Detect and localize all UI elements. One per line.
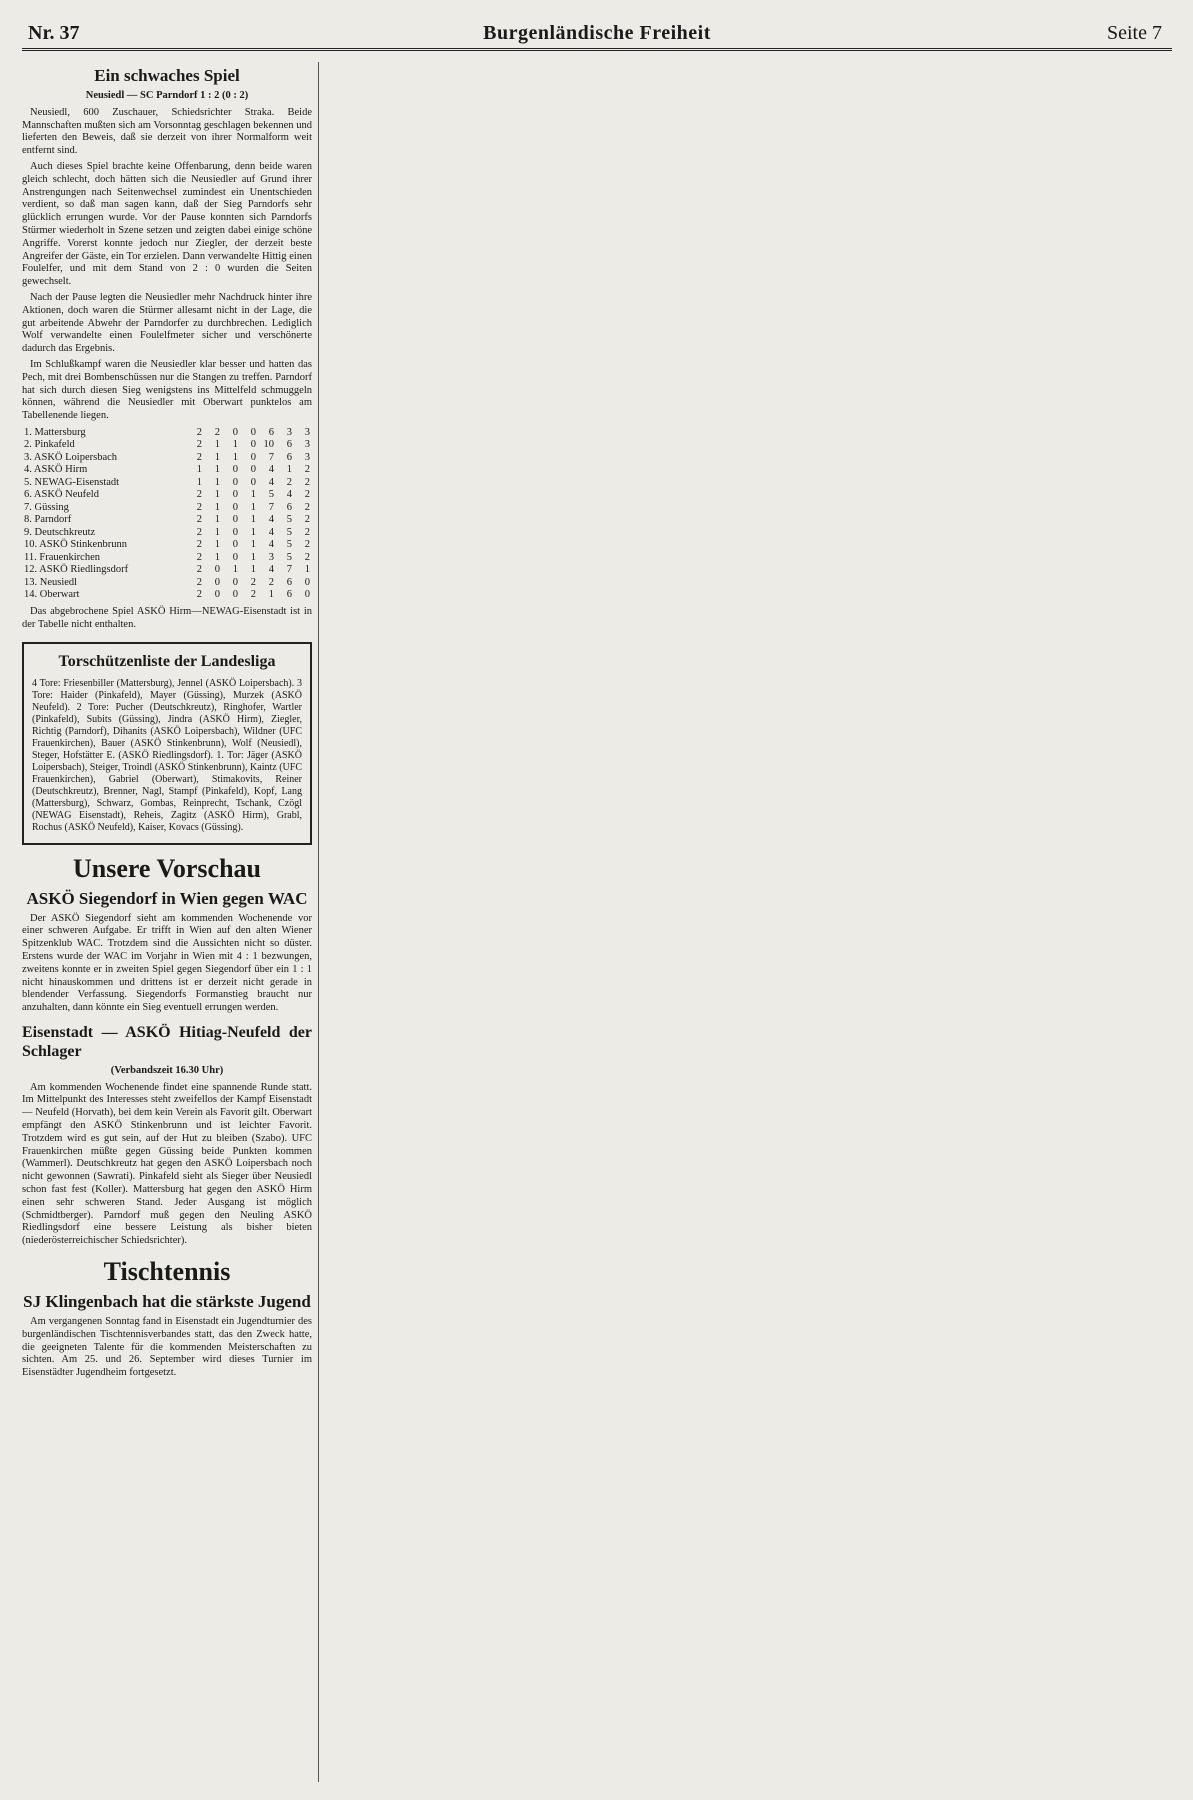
- table-number-cell: 2: [250, 589, 256, 601]
- tischtennis-text: Am vergangenen Sonntag fand in Eisenstadt ein Jugendturnier des burgenländischen Tischtennisverbandes statt, das den Zweck hatte, die geeigneten Talente für die kommenden Meisterschaften zu sichten. Am 25. und 26. September wird dieses Turnier im Eisenstädter Jugendheim fortgesetzt.: [22, 1316, 312, 1379]
- table-number-cell: 1: [250, 551, 256, 563]
- table-number-cell: 2: [304, 476, 310, 488]
- hittig-text: Am kommenden Wochenende findet eine spannende Runde statt. Im Mittelpunkt des Interesses steht zweifellos der Kampf Eisenstadt — Neufeld (Horvath), bei dem kein Verein als Favorit gilt. Oberwart empfängt den ASKÖ Stinkenbrunn und ist leichter Favorit. Trotzdem wird es gut sein, auf der Hut zu bleiben (Szabo). UFC Frauenkirchen müßte gegen Güssing beide Punkten kommen (Wammerl). Deutschkreutz hat gegen den ASKÖ Loipersbach noch nicht gewonnen (Sawrati). Pinkafeld sieht als Sieger über Neusiedl schon fast fest (Koller). Mattersburg hat gegen den ASKÖ Hirm einen sehr schweren Stand. Jeder Ausgang ist möglich (Schmidtberger). Parndorf muß gegen den Neuling ASKÖ Riedlingsdorf eine bessere Leistung als bisher bieten (niederösterreichischer Schiedsrichter).: [22, 1081, 312, 1247]
- table-number-cell: 0: [232, 426, 238, 438]
- table-number-cell: 1: [286, 464, 292, 476]
- table-number-cell: 1: [250, 489, 256, 501]
- table-team-cell: 3. ASKÖ Loipersbach: [24, 451, 118, 463]
- table-number-cell: 1: [304, 564, 310, 576]
- table-number-cell: 4: [268, 539, 274, 551]
- table-number-cell: 4: [268, 526, 274, 538]
- hittig-time: (Verbandszeit 16.30 Uhr): [110, 1064, 224, 1076]
- table-number-cell: 1: [214, 551, 220, 563]
- table-number-cell: 1: [196, 464, 202, 476]
- table-row: [22, 564, 312, 577]
- table-row: [22, 514, 312, 527]
- league-table: [22, 427, 312, 602]
- table-number-cell: 0: [250, 476, 256, 488]
- table-number-cell: 1: [214, 514, 220, 526]
- scorers-title: Torschützenliste der Landesliga: [58, 652, 276, 670]
- table-number-cell: 2: [196, 451, 202, 463]
- table-number-cell: 0: [232, 539, 238, 551]
- table-number-cell: 2: [304, 514, 310, 526]
- table-number-cell: 0: [250, 426, 256, 438]
- table-number-cell: 7: [286, 564, 292, 576]
- table-team-cell: 1. Mattersburg: [24, 426, 86, 438]
- table-row: [22, 577, 312, 590]
- article-paragraph: Nach der Pause legten die Neusiedler mehr Nachdruck hinter ihre Aktionen, doch waren die Stürmer allesamt nicht in der Lage, die gut arbeitende Abwehr der Parndorfer zu durchbrechen. Lediglich Wolf verwandelte einen Foulelfmeter sicher und verschönerte dadurch das Ergebnis.: [22, 291, 312, 355]
- table-number-cell: 2: [196, 439, 202, 451]
- table-number-cell: 6: [286, 439, 292, 451]
- table-number-cell: 1: [250, 564, 256, 576]
- table-row: [22, 452, 312, 465]
- table-number-cell: 0: [232, 501, 238, 513]
- article-paragraph: Auch dieses Spiel brachte keine Offenbarung, denn beide waren gleich schlecht, doch hätten sich die Neusiedler auf Grund ihrer Anstrengungen nach Seitenwechsel zumindest ein Unentschieden verdient, so daß man sagen kann, daß der Sieg Parndorfs sehr glücklich errungen wurde. Vor der Pause konnten sich Parndorfs Stürmer wiederholt in Szene setzen und zeigten dabei einige schöne Angriffe. Vorerst konnte jedoch nur Ziegler, der derzeit beste Angreifer der Gäste, ein Tor erzielen. Dann verwandelte Hittig einen Foulelfer, und mit dem Stand von 2 : 0 wurden die Seiten gewechselt.: [22, 160, 312, 288]
- article-paragraph: Neusiedl, 600 Zuschauer, Schiedsrichter Straka. Beide Mannschaften mußten sich am Vorsonntag geschlagen bekennen und lieferten den Beweis, daß sie derzeit von ihrer Normalform weit entfernt sind.: [22, 106, 312, 157]
- table-number-cell: 3: [304, 426, 310, 438]
- page-label: Seite 7: [1107, 22, 1162, 44]
- table-number-cell: 0: [250, 464, 256, 476]
- table-number-cell: 1: [250, 514, 256, 526]
- table-team-cell: 4. ASKÖ Hirm: [24, 464, 88, 476]
- table-number-cell: 2: [304, 489, 310, 501]
- table-number-cell: 5: [286, 551, 292, 563]
- table-number-cell: 0: [232, 589, 238, 601]
- article-subheading: Neusiedl — SC Parndorf 1 : 2 (0 : 2): [85, 90, 249, 101]
- table-number-cell: 0: [250, 439, 256, 451]
- table-number-cell: 5: [286, 526, 292, 538]
- table-number-cell: 6: [286, 589, 292, 601]
- table-number-cell: 3: [304, 451, 310, 463]
- table-number-cell: 0: [232, 514, 238, 526]
- table-team-cell: 13. Neusiedl: [24, 576, 78, 588]
- table-row: [22, 439, 312, 452]
- table-number-cell: 1: [232, 564, 238, 576]
- table-number-cell: 2: [250, 576, 256, 588]
- table-number-cell: 0: [232, 489, 238, 501]
- table-team-cell: 5. NEWAG-Eisenstadt: [24, 476, 120, 488]
- table-number-cell: 1: [214, 489, 220, 501]
- table-row: [22, 489, 312, 502]
- article-paragraph: Im Schlußkampf waren die Neusiedler klar besser und hatten das Pech, mit drei Bombenschüssen nur die Stangen zu treffen. Parndorf hat sich durch diesen Sieg wenigstens ins Mittelfeld schmuggeln können, während die Neusiedler mit Oberwart punktelos am Tabellenende liegen.: [22, 358, 312, 422]
- table-number-cell: 0: [232, 526, 238, 538]
- table-number-cell: 5: [286, 514, 292, 526]
- scorers-box: [22, 642, 312, 845]
- table-number-cell: 2: [304, 501, 310, 513]
- table-number-cell: 2: [196, 514, 202, 526]
- table-team-cell: 12. ASKÖ Riedlingsdorf: [24, 564, 129, 576]
- table-number-cell: 1: [214, 476, 220, 488]
- table-number-cell: 7: [268, 451, 274, 463]
- table-team-cell: 8. Parndorf: [24, 514, 72, 526]
- tischtennis-heading: Tischtennis: [103, 1257, 231, 1287]
- table-team-cell: 11. Frauenkirchen: [24, 551, 101, 563]
- vorschau-text: Der ASKÖ Siegendorf sieht am kommenden Wochenende vor einer schweren Aufgabe. Er trifft in Wien auf den alten Wiener Spitzenklub WAC. Trotzdem sind die Aussichten nicht so düster. Erstens wurde der WAC im Vorjahr in Wien mit 4 : 1 bezwungen, zweitens konnte er in zweiten Spiel gegen Siegendorf über ein 1 : 1 nicht hinauskommen und drittens ist er derzeit nicht gerade in blendender Verfassung. Siegendorfs Formanstieg braucht nur anzuhalten, dann könnte ein Sieg eventuell errungen werden.: [22, 912, 312, 1014]
- table-number-cell: 1: [214, 501, 220, 513]
- table-number-cell: 6: [286, 451, 292, 463]
- table-number-cell: 2: [196, 426, 202, 438]
- table-number-cell: 3: [304, 439, 310, 451]
- table-number-cell: 1: [250, 526, 256, 538]
- table-number-cell: 1: [196, 476, 202, 488]
- page-header: [22, 18, 1172, 51]
- table-number-cell: 1: [214, 451, 220, 463]
- table-number-cell: 5: [268, 489, 274, 501]
- table-number-cell: 1: [232, 451, 238, 463]
- table-number-cell: 2: [196, 489, 202, 501]
- vorschau-title: ASKÖ Siegendorf in Wien gegen WAC: [26, 888, 308, 908]
- table-row: [22, 477, 312, 490]
- table-number-cell: 2: [196, 589, 202, 601]
- table-team-cell: 7. Güssing: [24, 501, 69, 513]
- table-number-cell: 6: [286, 501, 292, 513]
- column-divider: [318, 62, 319, 1782]
- table-number-cell: 0: [232, 551, 238, 563]
- table-number-cell: 3: [286, 426, 292, 438]
- table-row: [22, 552, 312, 565]
- table-number-cell: 4: [268, 564, 274, 576]
- table-number-cell: 6: [286, 576, 292, 588]
- table-number-cell: 0: [232, 576, 238, 588]
- table-row: [22, 589, 312, 602]
- table-number-cell: 1: [250, 539, 256, 551]
- table-team-cell: 10. ASKÖ Stinkenbrunn: [24, 539, 127, 551]
- table-row: [22, 502, 312, 515]
- tischtennis-title: SJ Klingenbach hat die stärkste Jugend: [23, 1292, 311, 1312]
- table-number-cell: 2: [196, 501, 202, 513]
- table-number-cell: 4: [268, 514, 274, 526]
- table-team-cell: 9. Deutschkreutz: [24, 526, 96, 538]
- table-number-cell: 0: [232, 464, 238, 476]
- table-number-cell: 1: [214, 439, 220, 451]
- table-row: [22, 527, 312, 540]
- table-number-cell: 7: [268, 501, 274, 513]
- scorers-text: 4 Tore: Friesenbiller (Mattersburg), Jennel (ASKÖ Loipersbach). 3 Tore: Haider (Pinkafeld), Mayer (Güssing), Murzek (ASKÖ Neufeld). 2 Tore: Pucher (Deutschkreutz), Ringhofer, Wartler (Pinkafeld), Subits (Güssing), Jindra (ASKÖ Hirm), Ziegler, Richtig (Parndorf), Dihanits (ASKÖ Loipersbach), Wildner (UFC Frauenkirchen), Bauer (ASKÖ Stinkenbrunn), Wolf (Neusiedl), Steger, Hofstätter E. (ASKÖ Riedlingsdorf). 1. Tor: Jäger (ASKÖ Loipersbach), Steiger, Troindl (ASKÖ Stinkenbrunn), Kaintz (UFC Frauenkirchen), Gabriel (Oberwart), Stimakovits, Reiner (Deutschkreutz), Brenner, Nagl, Stampf (Pinkafeld), Kopf, Lang (Mattersburg), Schwarz, Gombas, Reinprecht, Tschank, Czögl (NEWAG Eisenstadt), Reheis, Zagitz (ASKÖ Hirm), Grabl, Rochus (ASKÖ Neufeld), Kaiser, Kovacs (Güssing).: [32, 677, 302, 833]
- table-number-cell: 2: [196, 576, 202, 588]
- table-number-cell: 0: [232, 476, 238, 488]
- newspaper-title: Burgenländische Freiheit: [483, 22, 711, 44]
- table-number-cell: 0: [304, 589, 310, 601]
- table-number-cell: 2: [304, 464, 310, 476]
- table-number-cell: 2: [304, 539, 310, 551]
- table-note: Das abgebrochene Spiel ASKÖ Hirm—NEWAG-Eisenstadt ist in der Tabelle nicht enthalten.: [22, 605, 312, 630]
- table-number-cell: 2: [196, 564, 202, 576]
- table-number-cell: 0: [214, 576, 220, 588]
- table-number-cell: 10: [263, 439, 274, 451]
- section-heading: Unsere Vorschau: [72, 853, 262, 883]
- table-number-cell: 2: [196, 539, 202, 551]
- table-number-cell: 1: [214, 464, 220, 476]
- table-number-cell: 2: [196, 551, 202, 563]
- table-number-cell: 6: [268, 426, 274, 438]
- table-number-cell: 1: [232, 439, 238, 451]
- table-number-cell: 4: [286, 489, 292, 501]
- hittig-title: Eisenstadt — ASKÖ Hitiag-Neufeld der Schlager: [22, 1023, 312, 1060]
- column-1: [22, 62, 312, 1782]
- table-number-cell: 0: [214, 589, 220, 601]
- table-row: [22, 427, 312, 440]
- table-row: [22, 539, 312, 552]
- table-number-cell: 1: [214, 539, 220, 551]
- table-number-cell: 4: [268, 476, 274, 488]
- table-row: [22, 464, 312, 477]
- table-number-cell: 1: [250, 501, 256, 513]
- table-number-cell: 2: [196, 526, 202, 538]
- table-number-cell: 1: [214, 526, 220, 538]
- table-number-cell: 0: [214, 564, 220, 576]
- table-number-cell: 5: [286, 539, 292, 551]
- table-team-cell: 2. Pinkafeld: [24, 439, 75, 451]
- table-team-cell: 14. Oberwart: [24, 589, 80, 601]
- table-number-cell: 2: [268, 576, 274, 588]
- table-number-cell: 2: [304, 551, 310, 563]
- table-number-cell: 0: [250, 451, 256, 463]
- table-number-cell: 4: [268, 464, 274, 476]
- table-number-cell: 2: [214, 426, 220, 438]
- table-number-cell: 1: [268, 589, 274, 601]
- table-number-cell: 2: [304, 526, 310, 538]
- table-number-cell: 3: [268, 551, 274, 563]
- page-number: Nr. 37: [28, 22, 80, 44]
- table-team-cell: 6. ASKÖ Neufeld: [24, 489, 99, 501]
- table-number-cell: 0: [304, 576, 310, 588]
- table-number-cell: 2: [286, 476, 292, 488]
- article-heading: Ein schwaches Spiel: [94, 66, 240, 85]
